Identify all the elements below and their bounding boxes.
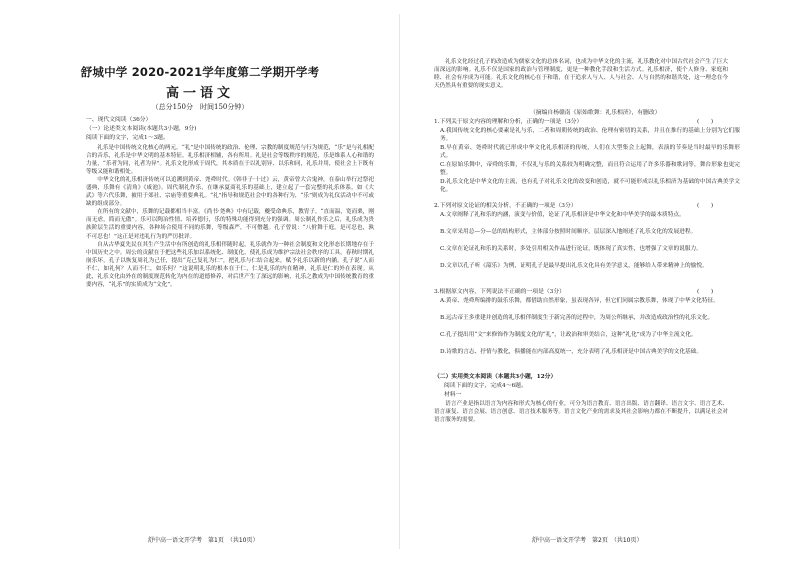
reading-instruction: 阅读下面的文字，完成4～6题。 — [444, 383, 527, 389]
subsection-heading: （一）论述类文本阅读(本题共3小题，9分) — [86, 126, 197, 132]
option-2a: A.文章阐释了礼和乐的内涵，演变与价值，论证了礼乐相济是中华文化和中华美学的最本质特点。 — [440, 212, 685, 218]
passage-paragraph: 礼乐文化经过孔子的改造成为儒家文化的总体名词，也成为中华文化的主流，礼乐教化对中国古代社会产生了巨大而深远的影响。礼乐不仅是国家的政治与管理制度，更是一种教化手段和生活方式。礼乐相济，使个人修身、家庭和睦、社会有序成为可能。礼乐文化的核心在于和谐，在于追求人与人、人与社会、人与自然的和谐共处，这一理念在今天仍然具有重要的现实意义。 — [434, 59, 728, 90]
option-1d: D.礼乐文化是中华文化的主流，也有孔子对礼乐文化的改变和创造，就不可能形成以礼乐相济为基础的中国古典美学文化。 — [440, 179, 740, 194]
answer-bracket: ( ) — [697, 119, 714, 125]
option-3a: A.黄帝、尧舜所编排的鼓乐乐舞，都借助自然形象，虽表现各异，但它们同属宗教乐舞，体现了中华文化特征。 — [440, 298, 719, 304]
answer-bracket: ( ) — [697, 289, 714, 295]
option-3d: D.诗歌的言志、抒情与教化，俱播能在内部高度统一，充分表明了礼乐相济是中国古典美学的文化基础。 — [440, 349, 703, 355]
option-2b: B.文章采用总—分—总的结构形式，主体部分按照时间顺序，层层深入地阐述了礼乐文化的发展进程。 — [440, 229, 697, 235]
passage-paragraph: 自从古华夏先民在其生产生活中有所创造的礼乐相伴随时起，礼乐就作为一种社会制度和文化形态长期地存在于中国历史之中。周公的贡献在于把这些礼乐加以系统化、制度化，使礼乐成为维护宗法社会秩序的工具。春秋时期礼崩乐坏，孔子以恢复周礼为己任，提出“克己复礼为仁”，把礼乐与仁结合起来，赋予礼乐以新的内涵。孔子说“人而不仁，如礼何？人而不仁，如乐何？”这说明礼乐的根本在于仁，仁是礼乐的内在精神，礼乐是仁的外在表现。从此，礼乐文化由外在的制度规范转化为内在的道德修养，对后世产生了深远的影响，礼乐之教成为中国传统教育的重要内容，“礼乐”的实质成为“文化”。 — [86, 241, 374, 288]
page-footer: 舒中高一语文开学考 第1页 （共10页） — [148, 537, 259, 544]
subsection-heading: （二）实用类文本阅读（本题共3小题，12分） — [434, 374, 557, 380]
option-2d: D.文章以孔子听《韶乐》为例，证明孔子是最早提出礼乐文化具有美学意义，能够给人带来精神上的愉悦。 — [440, 263, 708, 269]
passage-paragraph: 中华文化的礼乐相济传统可以追溯到黄帝、尧舜时代。《韩非子·十过》云，黄帝曾大合鬼神，在泰山举行过祭祀盛典，乐舞有《清角》《咸池》。周代制礼作乐，在继承夏商礼乐的基础上，建立起了一套完整的礼乐体系，如《大武》等六代乐舞，被用于郊社、宗庙等重要典礼。“礼”指导和规范社会中的各种行为，“乐”则成为礼仪活动中不可或缺的组成部分。 — [86, 177, 374, 208]
reading-instruction: 阅读下面的文字，完成1～3题。 — [86, 135, 169, 141]
option-1a: A.我国传统文化的核心要素是礼与乐，二者和周朝传统的政治、伦理有密切的关系，并且在推行的基础上分别为它们服务。 — [440, 128, 740, 143]
score-line: （总分150分 时间150分钟） — [151, 103, 249, 111]
section-heading: 一、现代文阅读（36分） — [86, 117, 152, 123]
answer-bracket: ( ) — [697, 203, 714, 209]
subject-title: 高一语文 — [165, 86, 234, 101]
option-1c: C.在原始乐舞中，帝舜的乐舞，不仅礼与乐的关系较为明确完整，而且符合运用了许多乐器和歌词等，舞台形象也更完整。 — [440, 162, 740, 177]
material-title: 材料一 — [444, 392, 462, 398]
option-3c: C.孔子提出用“文”来修饰作为制度文化的“礼”，让政治和审美结合，这种“礼化”成为了中华主流文化。 — [440, 332, 697, 338]
passage-text — [86, 144, 374, 289]
question-2-stem: 2.下列对原文论证的相关分析，不正确的一项是（3分） — [434, 203, 577, 209]
question-1-stem: 1.下列关于原文内容的理解和分析，正确的一项是（3分） — [434, 119, 583, 125]
passage-paragraph: 礼乐是中国传统文化核心的两元。“礼”是中国传统的政治、伦理、宗教的制度规范与行为规范，“乐”是与礼相配合的音乐，礼乐是中华文明的基本特征。礼乐相济相辅，各有所用。礼是社会等级秩序的规范，乐是维系人心和谐的力量，“乐者为同，礼者为异”。礼乐文化形成于周代，其本质在于以礼别异、以乐和同，礼乐并用，使社会上下既有等级又能和谐相处。 — [86, 145, 374, 176]
passage-paragraph: 在所有的文献中，乐舞的记载都相当丰富。《尚书·尧典》中有记载，夔受命典乐，教胄子，“直而温，宽而栗，刚而无虐，简而无傲”。乐可以陶冶性情、培养德行，乐的特殊功能得到充分的强调。周公制礼作乐之后，礼乐成为贵族阶层生活的重要内容，各种场合使用不同的乐舞，等级森严，不可僭越。孔子曾说：“八佾舞于庭，是可忍也，孰不可忍也！”这正是对违礼行为的严厉批评。 — [86, 209, 374, 240]
source-citation: （摘编自杨赣南《原始歌舞：礼乐相济》，有删改） — [530, 110, 661, 116]
option-2c: C.文章在论证礼和乐的关系时，多处引用相关作品进行论证，既体现了真实性，也增强了文章的说服力。 — [440, 246, 702, 252]
passage-continued — [434, 58, 728, 90]
page-footer: 舒中高一语文开学考 第2页 （共10页） — [532, 537, 643, 544]
option-1b: B.早在黄帝、尧舜时代就已形成中华文化礼乐相济的传统，人们在大型集会上起舞，表演的节奏是当时最早的乐舞形式。 — [440, 145, 740, 160]
option-3b: B.远古帝王多重建并创造的礼乐相伴制度生于新完善的过程中，为周公所继承，并改造成政治性的礼乐文化。 — [440, 315, 714, 321]
question-3-stem: 3.根据原文内容，下列说法不正确的一项是（3分） — [434, 289, 565, 295]
material-text — [434, 400, 728, 424]
exam-title: 舒城中学 2020-2021学年度第二学期开学考 — [80, 65, 320, 79]
material-paragraph: 语言产业是指以语言为内容和形式为核心的行业，可分为语言教育、语言出版、语言翻译、语言文字、语言艺术、语言康复、语言会展、语言创意、语言技术服务等。语言文化产业的需求及其社会影响力都在不断提升，以满足社会对语言服务的需要。 — [434, 401, 728, 424]
